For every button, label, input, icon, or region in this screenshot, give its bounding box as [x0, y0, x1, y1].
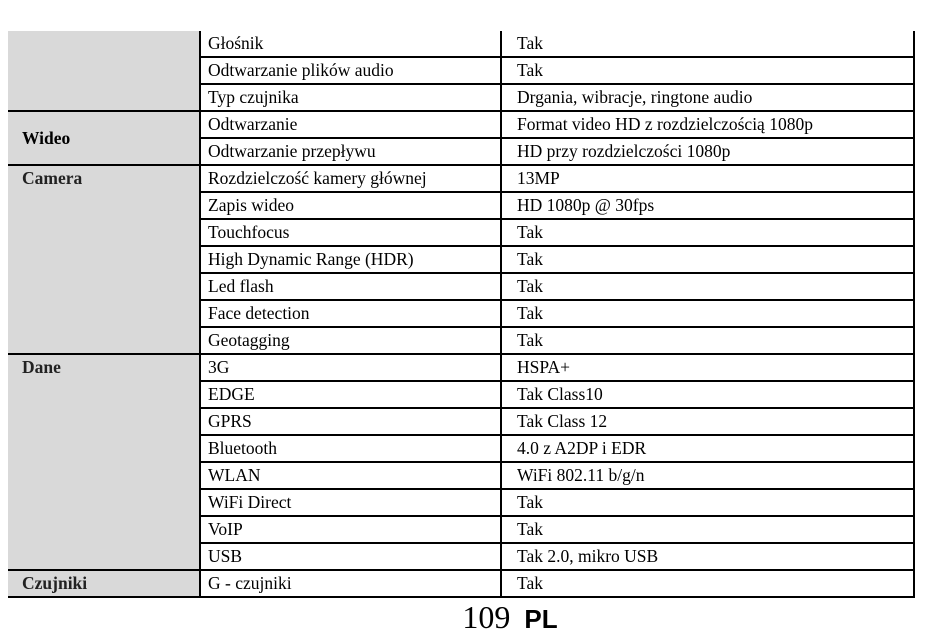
- value-cell: Tak: [501, 246, 914, 273]
- feature-cell: G - czujniki: [200, 570, 501, 597]
- feature-cell: Geotagging: [200, 327, 501, 354]
- value-cell: Tak: [501, 327, 914, 354]
- value-cell: Tak: [501, 31, 914, 57]
- feature-cell: Led flash: [200, 273, 501, 300]
- value-cell: Tak: [501, 489, 914, 516]
- value-cell: Tak 2.0, mikro USB: [501, 543, 914, 570]
- feature-cell: Rozdzielczość kamery głównej: [200, 165, 501, 192]
- feature-cell: USB: [200, 543, 501, 570]
- feature-cell: Face detection: [200, 300, 501, 327]
- feature-cell: Bluetooth: [200, 435, 501, 462]
- feature-cell: Odtwarzanie plików audio: [200, 57, 501, 84]
- category-cell: [8, 31, 200, 111]
- value-cell: HD przy rozdzielczości 1080p: [501, 138, 914, 165]
- feature-cell: WLAN: [200, 462, 501, 489]
- table-row: [8, 111, 914, 138]
- value-cell: WiFi 802.11 b/g/n: [501, 462, 914, 489]
- feature-cell: VoIP: [200, 516, 501, 543]
- table-row: [8, 31, 914, 57]
- value-cell: Drgania, wibracje, ringtone audio: [501, 84, 914, 111]
- table-row: [8, 570, 914, 597]
- category-cell-camera: Camera: [8, 165, 200, 354]
- feature-cell: Typ czujnika: [200, 84, 501, 111]
- feature-cell: 3G: [200, 354, 501, 381]
- feature-cell: Touchfocus: [200, 219, 501, 246]
- category-cell-dane: Dane: [8, 354, 200, 570]
- value-cell: HD 1080p @ 30fps: [501, 192, 914, 219]
- value-cell: Tak: [501, 300, 914, 327]
- spec-table-body: [8, 31, 914, 597]
- feature-cell: High Dynamic Range (HDR): [200, 246, 501, 273]
- value-cell: Tak: [501, 219, 914, 246]
- table-row: [8, 165, 914, 192]
- feature-cell: Odtwarzanie: [200, 111, 501, 138]
- page-footer: [0, 597, 950, 639]
- spec-table: [8, 31, 915, 598]
- value-cell: Format video HD z rozdzielczością 1080p: [501, 111, 914, 138]
- value-cell: 13MP: [501, 165, 914, 192]
- feature-cell: Odtwarzanie przepływu: [200, 138, 501, 165]
- value-cell: 4.0 z A2DP i EDR: [501, 435, 914, 462]
- feature-cell: EDGE: [200, 381, 501, 408]
- feature-cell: WiFi Direct: [200, 489, 501, 516]
- value-cell: Tak Class 12: [501, 408, 914, 435]
- category-cell-czujniki: Czujniki: [8, 570, 200, 597]
- value-cell: Tak: [501, 516, 914, 543]
- value-cell: Tak: [501, 570, 914, 597]
- feature-cell: GPRS: [200, 408, 501, 435]
- feature-cell: Głośnik: [200, 31, 501, 57]
- value-cell: Tak: [501, 57, 914, 84]
- page-number: 109: [462, 599, 511, 635]
- value-cell: Tak Class10: [501, 381, 914, 408]
- table-row: [8, 354, 914, 381]
- value-cell: Tak: [501, 273, 914, 300]
- feature-cell: Zapis wideo: [200, 192, 501, 219]
- value-cell: HSPA+: [501, 354, 914, 381]
- language-code: PL: [524, 604, 558, 634]
- category-cell-wideo: Wideo: [8, 111, 200, 165]
